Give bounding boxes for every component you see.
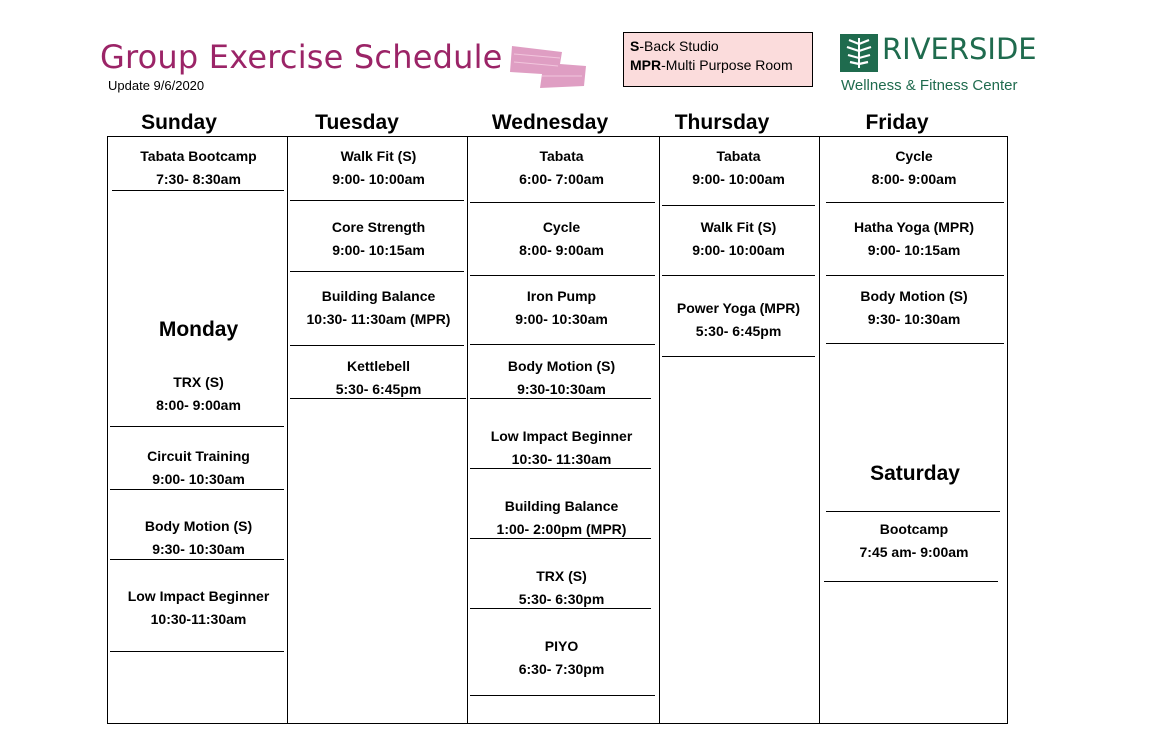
legend-multi-purpose-room: MPR-Multi Purpose Room [630,57,793,73]
divider [110,426,284,427]
divider [470,695,655,696]
divider [826,511,1000,512]
page-title: Group Exercise Schedule [100,38,503,76]
pink-ribbon-icon [510,44,590,90]
divider [470,538,651,539]
class-block: Building Balance 10:30- 11:30am (MPR) [306,288,451,327]
divider [290,345,464,346]
class-block: Low Impact Beginner 10:30- 11:30am [490,428,633,467]
class-block: PIYO 6:30- 7:30pm [518,638,605,677]
column-tuesday [287,136,468,724]
divider [470,608,651,609]
class-block: Iron Pump 9:00- 10:30am [515,288,608,327]
day-wednesday: Wednesday [491,111,609,134]
divider [826,343,1004,344]
class-block: TRX (S) 5:30- 6:30pm [518,568,605,607]
divider [290,271,464,272]
divider [470,468,651,469]
legend-back-studio: S-Back Studio [630,38,719,54]
logo-name: RIVERSIDE [882,32,1037,66]
class-block: Circuit Training 9:00- 10:30am [147,448,250,487]
class-block: Power Yoga (MPR) 5:30- 6:45pm [676,300,801,339]
divider [826,275,1004,276]
logo-subtitle: Wellness & Fitness Center [841,77,1018,94]
divider [662,205,815,206]
divider [662,356,815,357]
class-block: Body Motion (S) 9:30-10:30am [507,358,616,397]
class-block: Building Balance 1:00- 2:00pm (MPR) [496,498,627,537]
class-block: Core Strength 9:00- 10:15am [331,219,426,258]
divider [470,202,655,203]
divider [290,398,466,399]
divider [470,398,651,399]
divider [110,559,284,560]
divider [662,275,815,276]
class-block: Cycle 8:00- 9:00am [871,148,957,187]
divider [470,344,655,345]
divider [824,581,998,582]
divider [110,489,284,490]
day-friday: Friday [865,111,929,134]
day-saturday: Saturday [870,462,960,485]
day-thursday: Thursday [674,111,770,134]
divider [110,651,284,652]
class-block: Tabata 9:00- 10:00am [692,148,785,187]
day-tuesday: Tuesday [315,111,399,134]
column-sunday-monday [107,136,288,724]
divider [826,202,1004,203]
class-block: TRX (S) 8:00- 9:00am [156,374,241,413]
class-block: Low Impact Beginner 10:30-11:30am [127,588,270,627]
class-block: Bootcamp 7:45 am- 9:00am [859,521,969,560]
class-block: Cycle 8:00- 9:00am [519,219,604,258]
day-monday: Monday [158,318,239,341]
divider [112,190,284,191]
day-sunday: Sunday [141,111,217,134]
room-legend [623,32,813,87]
class-block: Tabata Bootcamp 7:30- 8:30am [140,148,257,187]
column-wednesday [467,136,660,724]
class-block: Body Motion (S) 9:30- 10:30am [144,518,253,557]
divider [470,275,655,276]
class-block: Tabata 6:00- 7:00am [519,148,604,187]
class-block: Body Motion (S) 9:30- 10:30am [860,288,968,327]
class-block: Kettlebell 5:30- 6:45pm [335,358,422,397]
class-block: Walk Fit (S) 9:00- 10:00am [332,148,425,187]
class-block: Walk Fit (S) 9:00- 10:00am [692,219,785,258]
update-date: Update 9/6/2020 [108,78,205,93]
divider [290,200,464,201]
column-thursday [659,136,820,724]
class-block: Hatha Yoga (MPR) 9:00- 10:15am [853,219,975,258]
riverside-leaf-logo-icon [840,34,878,72]
column-friday-saturday [819,136,1008,724]
